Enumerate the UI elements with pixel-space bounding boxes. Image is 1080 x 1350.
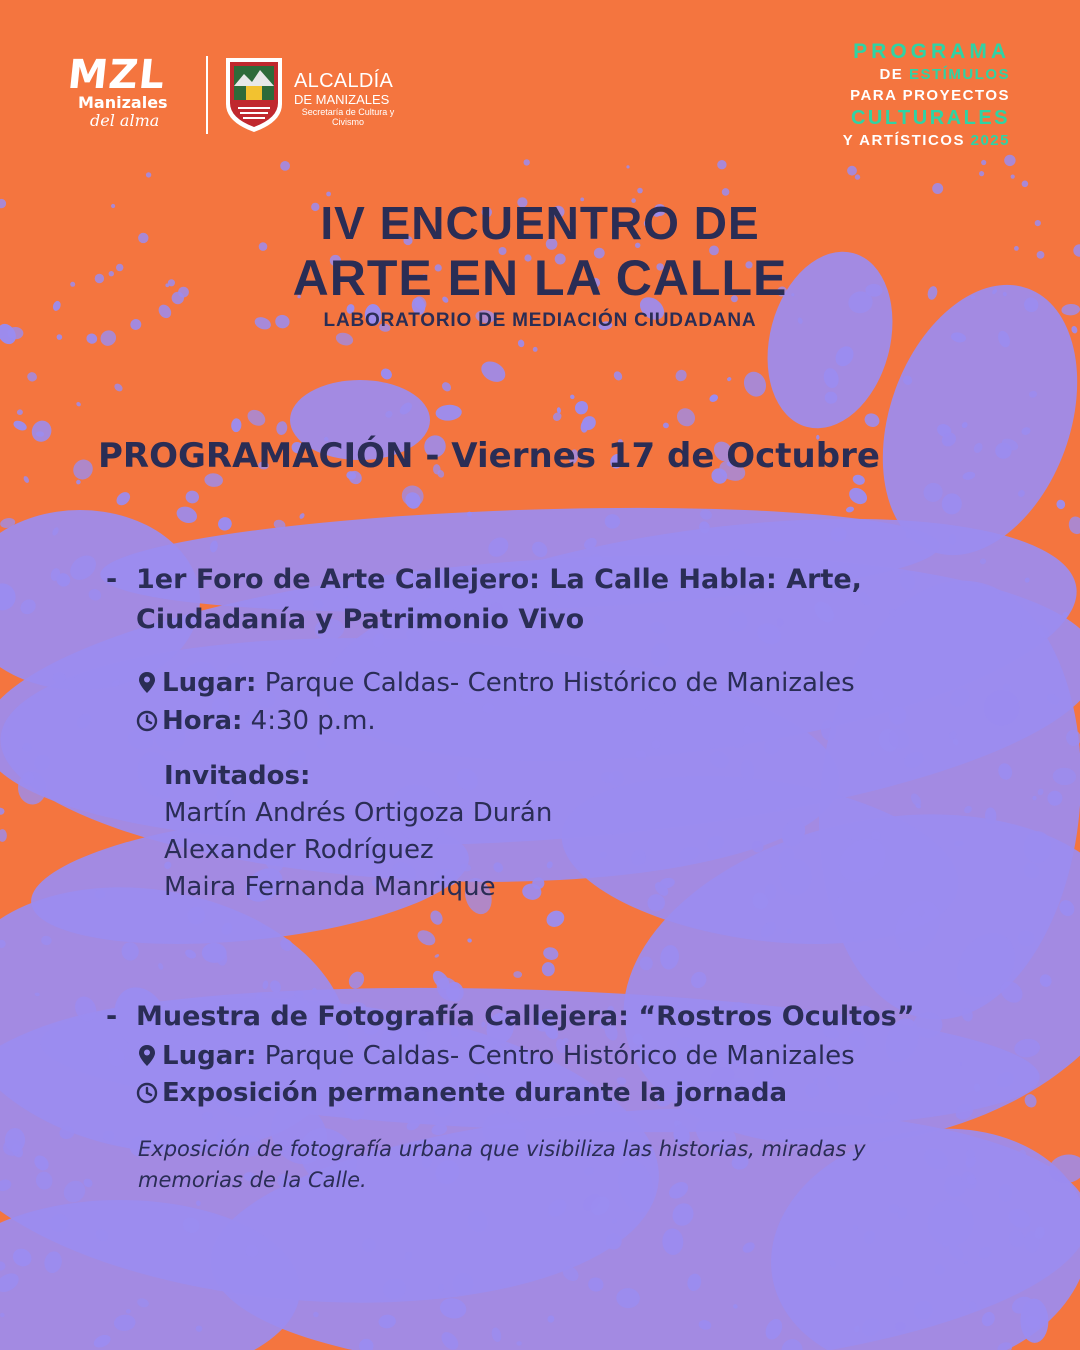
event-1-time-value: 4:30 p.m. — [250, 706, 376, 736]
mzl-logo — [65, 52, 193, 130]
event-1-place — [136, 665, 855, 702]
programa-line-5 — [820, 130, 1010, 151]
mzl-logo-tagline: del alma — [90, 111, 160, 130]
programa-line-1: PROGRAMA — [853, 40, 1010, 63]
programacion-heading: PROGRAMACIÓN - Viernes 17 de Octubre — [98, 436, 880, 476]
guests-label: Invitados: — [164, 761, 311, 791]
event-title-block — [0, 196, 1080, 334]
title-line-1: IV ENCUENTRO DE — [320, 197, 760, 249]
guests-list — [164, 795, 552, 906]
event-2-exposure-text: Exposición permanente durante la jornada — [162, 1078, 788, 1108]
clock-icon — [136, 708, 158, 732]
event-1-place-label: Lugar: — [162, 668, 257, 698]
map-pin-icon — [136, 670, 158, 694]
map-pin-icon — [136, 1043, 158, 1067]
alcaldia-crest-icon — [224, 56, 284, 134]
event-2-exposure — [136, 1075, 787, 1112]
programa-year: 2025 — [970, 132, 1010, 149]
guest-name: Maira Fernanda Manrique — [164, 872, 496, 902]
mzl-logo-mark: MZL — [65, 52, 168, 98]
event-1-time-label: Hora: — [162, 706, 243, 736]
event-2-bullet: - — [106, 1001, 118, 1032]
alcaldia-secretaria: Secretaría de Cultura y Civismo — [301, 107, 395, 127]
alcaldia-title: ALCALDÍA — [294, 70, 394, 92]
programa-line-2-highlight: ESTÍMULOS — [908, 66, 1010, 83]
event-2-description: Exposición de fotografía urbana que visibiliza las historias, miradas y memorias de la Calle. — [138, 1137, 866, 1192]
guest-name: Martín Andrés Ortigoza Durán — [164, 798, 553, 828]
subtitle: LABORATORIO DE MEDIACIÓN CIUDADANA — [323, 310, 757, 331]
event-1-bullet: - — [106, 564, 118, 595]
programa-line-2 — [820, 64, 1010, 85]
event-2-title: Muestra de Fotografía Callejera: “Rostros Ocultos” — [136, 1001, 915, 1032]
event-1-place-value: Parque Caldas- Centro Histórico de Manizales — [264, 668, 855, 698]
alcaldia-city: DE MANIZALES — [294, 92, 390, 107]
event-2-place-label: Lugar: — [162, 1041, 257, 1071]
event-2-place — [136, 1038, 855, 1075]
programa-line-2-prefix: DE — [879, 66, 909, 83]
title-line-2: ARTE EN LA CALLE — [292, 250, 788, 306]
alcaldia-logo-text — [294, 70, 414, 127]
mzl-logo-city: Manizales — [78, 93, 168, 112]
event-1-title: 1er Foro de Arte Callejero: La Calle Habla: Arte, Ciudadanía y Patrimonio Vivo — [136, 564, 862, 635]
event-1-time — [136, 703, 376, 740]
programa-line-3: PARA PROYECTOS — [850, 87, 1010, 104]
guest-name: Alexander Rodríguez — [164, 835, 434, 865]
clock-icon — [136, 1080, 158, 1104]
programa-line-5-prefix: Y ARTÍSTICOS — [842, 132, 971, 149]
programa-line-4: CULTURALES — [850, 107, 1010, 129]
programa-estimulos-logo — [820, 40, 1010, 151]
event-2-place-value: Parque Caldas- Centro Histórico de Manizales — [264, 1041, 855, 1071]
logo-divider — [206, 56, 208, 134]
